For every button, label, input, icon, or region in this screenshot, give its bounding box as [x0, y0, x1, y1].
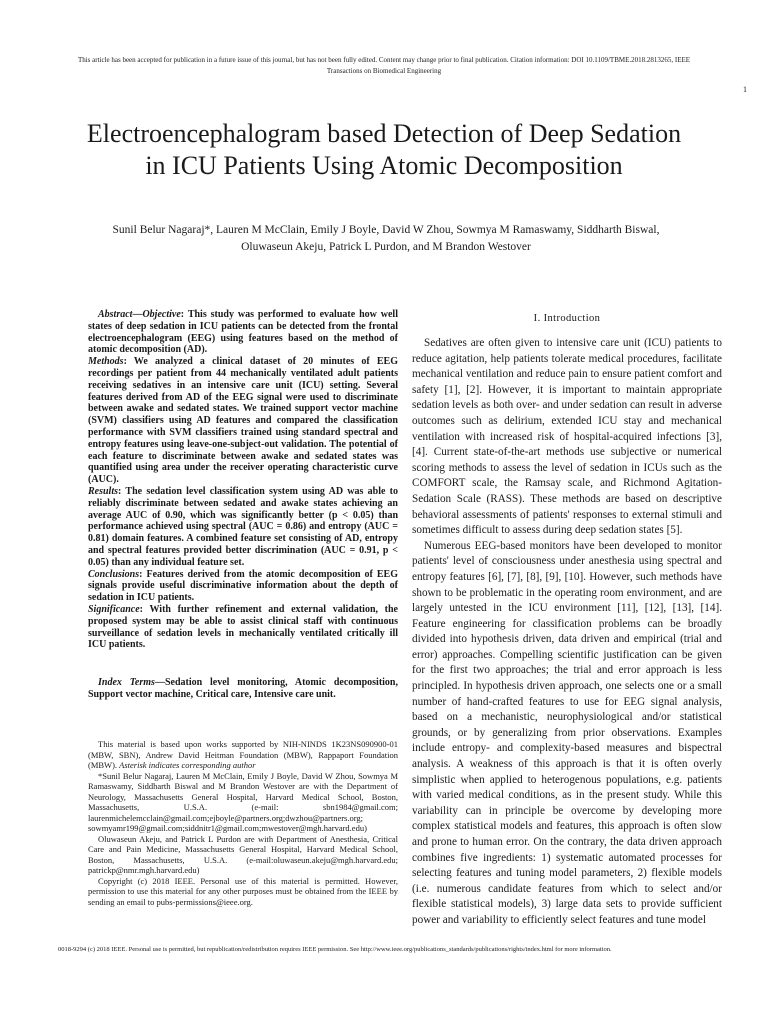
- abstract-methods: Methods: We analyzed a clinical dataset of 20 minutes of EEG recordings per patient from 44 mechanically ventilated adult patients receiving sedatives in an intensive care unit (ICU) setting. Several features derived from AD of the EEG signal were used to discriminate between awake and sedated states. We trained support vector machine (SVM) classifiers using AD features and compared the classification performance with SVM classifiers trained using standard spectral and entropy features using leave-one-subject-out validation. The potential of each feature to discriminate between awake and sedated states was quantified using area under the receiver operating characteristic curve (AUC).: [88, 356, 398, 486]
- conclusions-text: Features derived from the atomic decomposition of EEG signals provide useful discriminative information about the depth of sedation in ICU patients.: [88, 568, 398, 604]
- right-column: [412, 313, 722, 929]
- index-terms-text: Sedation level monitoring, Atomic decomposition, Support vector machine, Critical care, Intensive care unit.: [88, 677, 398, 701]
- corresponding-author-note: Asterisk indicates corresponding author: [119, 760, 256, 771]
- copyright-footer: 0018-9294 (c) 2018 IEEE. Personal use is permitted, but republication/redistribution requires IEEE permission. See http://www.ieee.org/publications_standards/publications/rights/index.html for more information.: [58, 946, 612, 953]
- abstract: [88, 309, 398, 651]
- significance-label: Significance: [88, 603, 140, 615]
- conclusions-label: Conclusions: [88, 568, 140, 580]
- publication-notice-line2: Transactions on Biomedical Engineering: [326, 67, 442, 75]
- objective-text: This study was performed to evaluate how well states of deep sedation in ICU patients can be detected from the frontal electroencephalogram (EEG) using features based on the method of atomic decomposition (AD).: [88, 309, 398, 356]
- index-terms: Index Terms—Sedation level monitoring, Atomic decomposition, Support vector machine, Critical care, Intensive care unit.: [88, 677, 398, 701]
- copyright-footnote: Copyright (c) 2018 IEEE. Personal use of this material is permitted. However, permission to use this material for any other purposes must be obtained from the IEEE by sending an email to pubs-permissions@ieee.org.: [88, 875, 398, 907]
- abstract-significance: Significance: With further refinement and external validation, the proposed system may be able to assist clinical staff with continuous surveillance of sedation levels in mechanically ventilated critically ill ICU patients.: [88, 603, 398, 651]
- affiliation-footnote-1: *Sunil Belur Nagaraj, Lauren M McClain, Emily J Boyle, David W Zhou, Sowmya M Ramaswamy, Siddharth Biswal and M Brandon Westover are with the Department of Neurology, Massachusetts General Hospital, Harvard Medical School, Boston, Massachusetts, U.S.A. (e-mail: sbn1984@gmail.com; laurenmichelemcclain@gmail.com;ejboyle@partners.org;dwzhou@partners.org; sowmyamr199@gmail.com;siddnitr1@gmail.com;mwestover@mgh.harvard.edu): [88, 770, 398, 834]
- abstract-label: Abstract: [98, 309, 133, 320]
- introduction-paragraph: Numerous EEG-based monitors have been developed to monitor patients' level of consciousness under anesthesia using spectral and entropy features [6], [7], [8], [9], [10]. However, such methods have shown to be problematic in the operating room environment, and are largely untested in the ICU environment [11], [12], [13], [14]. Feature engineering for classification problems can be broadly divided into hypothesis driven, data driven and empirical (trial and error) approaches. Compelling scientific justification can be given for the first two approaches; the trial and error approach is less principled. In hypothesis driven approach, one selects one or a small number of hand-crafted features to use for EEG signal analysis, based on a mechanistic, neurophysiological and/or statistical grounds, or by generalizing from prior observations. Examples include entropy- and complexity-based measures and bispectral analysis. A weakness of this approach is that it is often overly simplistic when applied to heterogenous populations, e.g. patients with varied medical conditions, as in the present study. While this variability can in principle be overcome by developing more complex statistical models and features, this approach is often slow and prone to human error. On the contrary, the data driven approach combines five ingredients: 1) systematic automated processes for selecting features and tuning model parameters, 2) flexible models (i.e. numerous candidate features from which to select and/or flexible statistical models), 3) large data sets to provide sufficient power and variability to efficiently select features and tune model: [412, 539, 722, 926]
- introduction-paragraph: Sedatives are often given to intensive care unit (ICU) patients to reduce agitation, help patients tolerate medical procedures, facilitate mechanical ventilation and reduce pain to ensure patient comfort and safety [1], [2]. However, it is important to maintain appropriate sedation levels as both over- and under sedation can result in adverse outcomes such as delirium, extended ICU stay and mechanical ventilation with increased risk of hospital-acquired infections [3], [4]. Current state-of-the-art methods use subjective or numerical scoring methods to assess the level of sedation in ICUs such as the COMFORT scale, the Ramsay scale, and Richmond Agitation-Sedation Scale (RASS). These methods are based on descriptive behavioral assessments of patients' responses to external stimuli and sometimes difficult to assess during deep sedation states [5].: [412, 337, 722, 537]
- publication-notice: [0, 55, 768, 77]
- significance-text: With further refinement and external validation, the proposed system may be able to assist clinical staff with continuous surveillance of sedation levels in mechanically ventilated critically ill ICU patients.: [88, 603, 398, 651]
- page-number: 1: [743, 85, 747, 94]
- abstract-conclusions: Conclusions: Features derived from the atomic decomposition of EEG signals provide useful discriminative information about the depth of sedation in ICU patients.: [88, 568, 398, 604]
- methods-label: Methods: [88, 356, 124, 368]
- section-heading-introduction: I. Introduction: [533, 313, 601, 324]
- results-text: The sedation level classification system using AD was able to reliably discriminate between sedated and awake states achieving an average AUC of 0.90, which was significantly better (p < 0.05) than performance achieved using spectral (AUC = 0.86) and entropy (AUC = 0.81) domain features. A combined feature set consisting of AD, entropy and spectral features provided better discrimination (AUC = 0.91, p < 0.05) than any individual feature set.: [88, 485, 398, 568]
- index-terms-label: Index Terms: [98, 677, 155, 689]
- author-list: Sunil Belur Nagaraj*, Lauren M McClain, Emily J Boyle, David W Zhou, Sowmya M Ramaswamy, Siddharth Biswal, Oluwaseun Akeju, Patrick L Purdon, and M Brandon Westover: [112, 224, 660, 253]
- introduction-body: [412, 336, 722, 929]
- affiliation-footnote-2: Oluwaseun Akeju, and Patrick L Purdon are with Department of Anesthesia, Critical Care and Pain Medicine, Massachusetts General Hospital, Harvard Medical School, Boston, Massachusetts, U.S.A. (e-mail:oluwaseun.akeju@mgh.harvard.edu; patrickp@nmr.mgh.harvard.edu): [88, 833, 398, 876]
- abstract-results: Results: The sedation level classification system using AD was able to reliably discriminate between sedated and awake states achieving an average AUC of 0.90, which was significantly better (p < 0.05) than performance achieved using spectral (AUC = 0.86) and entropy (AUC = 0.81) domain features. A combined feature set consisting of AD, entropy and spectral features provided better discrimination (AUC = 0.91, p < 0.05) than any individual feature set.: [88, 485, 398, 568]
- objective-label: Objective: [142, 309, 181, 320]
- left-column: [88, 309, 398, 907]
- abstract-objective: Abstract—Objective: This study was performed to evaluate how well states of deep sedation in ICU patients can be detected from the frontal electroencephalogram (EEG) using features based on the method of atomic decomposition (AD).: [88, 309, 398, 356]
- funding-text: This material is based upon works supported by NIH-NINDS 1K23NS090900-01 (MBW, SBN), Andrew David Heitman Foundation (MBW), Rappaport Foundation (MBW).: [88, 739, 398, 771]
- publication-notice-line1: This article has been accepted for publication in a future issue of this journal, but has not been fully edited. Content may change prior to final publication. Citation information: DOI 10.1109/TBME.2018.2813265, IEEE: [77, 56, 691, 64]
- paper-title: Electroencephalogram based Detection of Deep Sedation in ICU Patients Using Atomic Decomposition: [86, 119, 682, 180]
- funding-footnote: [88, 739, 398, 771]
- methods-text: We analyzed a clinical dataset of 20 minutes of EEG recordings per patient from 44 mechanically ventilated adult patients receiving sedatives in an intensive care unit (ICU) setting. Several features derived from AD of the EEG signal were used to discriminate between awake and sedated states. We trained support vector machine (SVM) classifiers using AD features and compared the classification performance with SVM classifiers trained using standard spectral and entropy features using leave-one-subject-out validation. The potential of each feature to discriminate between awake and sedated states was quantified using area under the receiver operating characteristic curve (AUC).: [88, 356, 398, 486]
- results-label: Results: [88, 485, 119, 497]
- footnotes: [88, 739, 398, 907]
